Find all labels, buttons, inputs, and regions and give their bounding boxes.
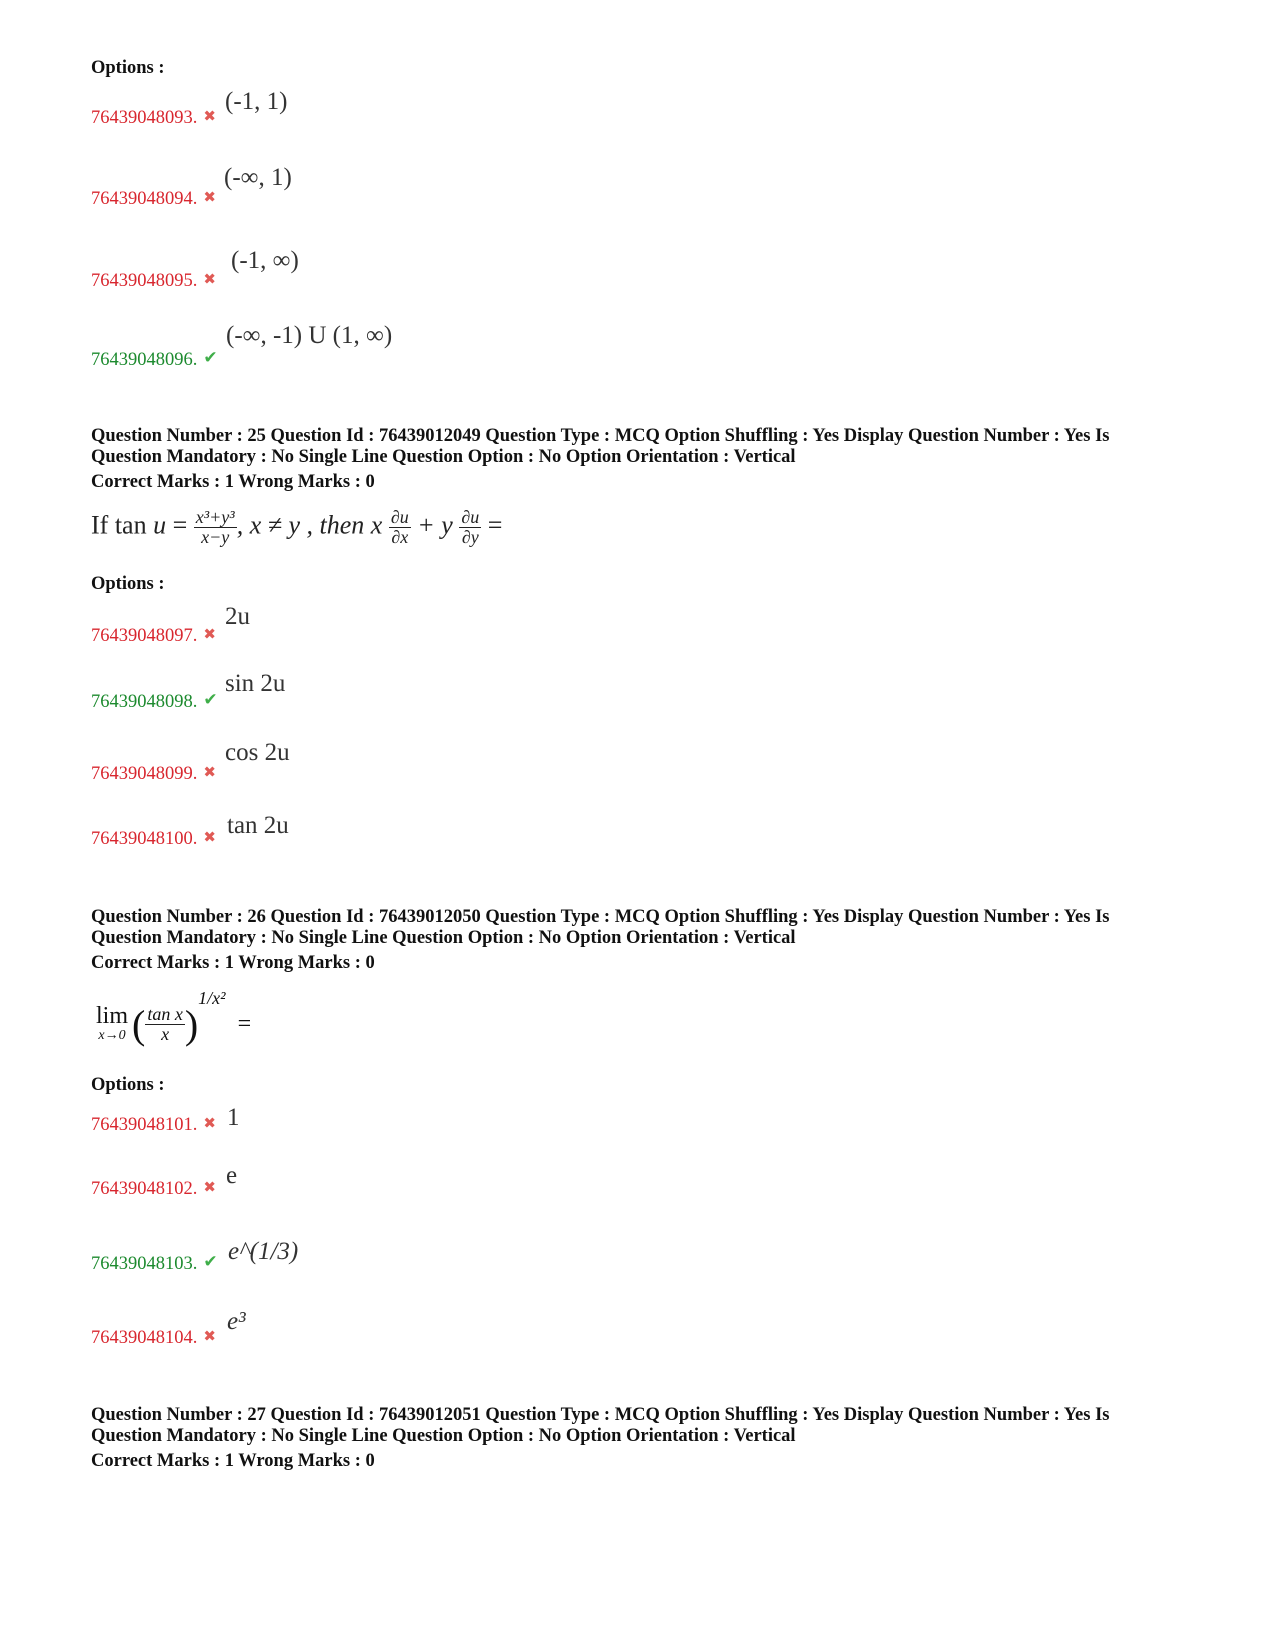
- option-answer: cos 2u: [225, 739, 290, 766]
- options-label: Options :: [91, 574, 165, 594]
- option-answer: (-∞, 1): [224, 164, 292, 191]
- cross-icon: ✖: [203, 625, 216, 643]
- option-id: 76439048096.: [91, 350, 198, 370]
- question-header: Question Mandatory : No Single Line Question Option : No Option Orientation : Vertical: [91, 928, 796, 948]
- fraction: $\frac{\text{tan x}}{x}$: [147, 1003, 183, 1044]
- option-row[interactable]: [91, 270, 216, 292]
- question-header: Question Number : 26 Question Id : 76439012050 Question Type : MCQ Option Shuffling : Yes Display Question Number : Yes Is: [91, 907, 1110, 927]
- option-id: 76439048104.: [91, 1328, 198, 1348]
- option-answer: 2u: [225, 603, 250, 630]
- option-id: 76439048099.: [91, 764, 198, 784]
- question-marks: Correct Marks : 1 Wrong Marks : 0: [91, 953, 375, 973]
- question-text: If tan u = $\frac{\text{x³+y³}}{x-y}$ , x ≠ y , then x $\frac{\partial u}{\partial x}$ + y $\frac{\partial u}{\partial y}$ =: [91, 507, 503, 547]
- option-row[interactable]: [91, 348, 218, 371]
- option-answer: tan 2u: [227, 812, 289, 839]
- option-row[interactable]: [91, 1114, 216, 1136]
- option-answer: (-1, ∞): [231, 247, 299, 274]
- option-answer: 1: [227, 1104, 240, 1131]
- question-marks: Correct Marks : 1 Wrong Marks : 0: [91, 1451, 375, 1471]
- option-id: 76439048097.: [91, 626, 198, 646]
- option-row[interactable]: [91, 690, 218, 713]
- fraction: $\frac{\partial u}{\partial y}$: [461, 507, 480, 547]
- option-id: 76439048103.: [91, 1254, 198, 1274]
- fraction: $\frac{\partial u}{\partial x}$: [390, 507, 409, 547]
- option-row[interactable]: [91, 763, 216, 785]
- option-id: 76439048095.: [91, 271, 198, 291]
- cross-icon: ✖: [203, 188, 216, 206]
- check-icon: ✔: [203, 1252, 218, 1272]
- option-answer: e³: [227, 1308, 246, 1335]
- option-row[interactable]: [91, 107, 216, 129]
- option-answer: sin 2u: [225, 670, 286, 697]
- option-answer: e^(1/3): [228, 1238, 299, 1265]
- question-header: Question Mandatory : No Single Line Question Option : No Option Orientation : Vertical: [91, 1426, 796, 1446]
- fraction: $\frac{\text{x³+y³}}{x-y}$: [195, 507, 235, 547]
- option-answer: e: [226, 1162, 238, 1189]
- question-header: Question Number : 27 Question Id : 76439012051 Question Type : MCQ Option Shuffling : Yes Display Question Number : Yes Is: [91, 1405, 1110, 1425]
- option-id: 76439048093.: [91, 108, 198, 128]
- option-id: 76439048102.: [91, 1179, 198, 1199]
- option-row[interactable]: [91, 625, 216, 647]
- cross-icon: ✖: [203, 270, 216, 288]
- question-header: Question Mandatory : No Single Line Question Option : No Option Orientation : Vertical: [91, 447, 796, 467]
- cross-icon: ✖: [203, 828, 216, 846]
- check-icon: ✔: [203, 348, 218, 368]
- cross-icon: ✖: [203, 1114, 216, 1132]
- question-marks: Correct Marks : 1 Wrong Marks : 0: [91, 472, 375, 492]
- option-row[interactable]: [91, 1178, 216, 1200]
- option-id: 76439048098.: [91, 692, 198, 712]
- check-icon: ✔: [203, 690, 218, 710]
- option-id: 76439048101.: [91, 1115, 198, 1135]
- options-label: Options :: [91, 58, 165, 78]
- option-row[interactable]: [91, 188, 216, 210]
- option-answer: (-1, 1): [225, 88, 288, 115]
- option-id: 76439048100.: [91, 829, 198, 849]
- question-text: lim x→0 ( $\frac{\text{tan x}}{x}$ )$^{1/x^2}$ =: [96, 988, 252, 1047]
- question-header: Question Number : 25 Question Id : 76439012049 Question Type : MCQ Option Shuffling : Yes Display Question Number : Yes Is: [91, 426, 1110, 446]
- cross-icon: ✖: [203, 1178, 216, 1196]
- option-row[interactable]: [91, 828, 216, 850]
- cross-icon: ✖: [203, 763, 216, 781]
- option-row[interactable]: [91, 1327, 216, 1349]
- option-answer: (-∞, -1) U (1, ∞): [226, 322, 393, 349]
- option-row[interactable]: [91, 1252, 218, 1275]
- option-id: 76439048094.: [91, 189, 198, 209]
- options-label: Options :: [91, 1075, 165, 1095]
- cross-icon: ✖: [203, 1327, 216, 1345]
- cross-icon: ✖: [203, 107, 216, 125]
